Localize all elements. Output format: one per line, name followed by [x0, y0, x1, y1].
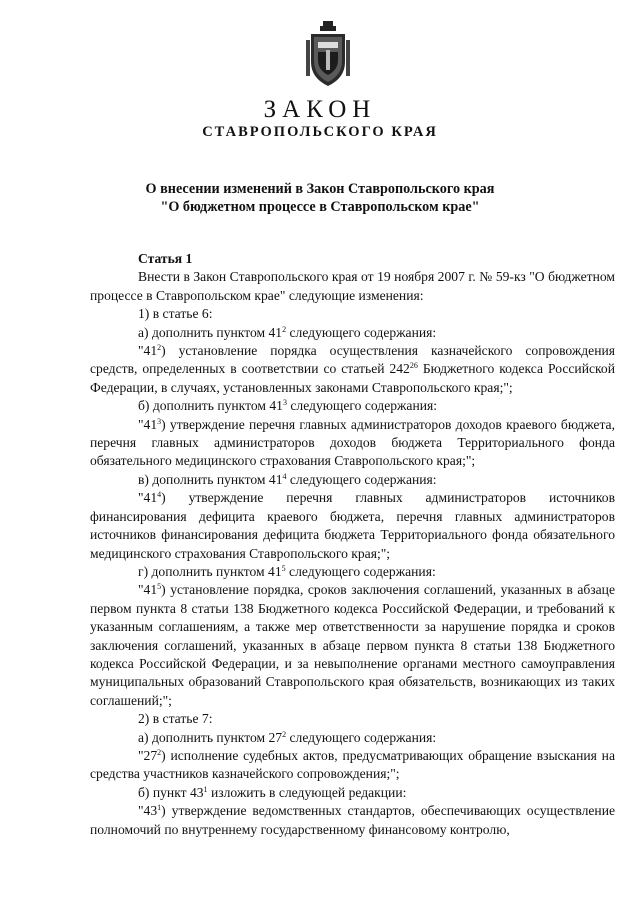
point-41-3: "$41^3$) утверждение перечня главных администраторов доходов краевого бюджета, перечня главных администраторов доходов бюджета Территориального фонда обязательного медицинского страхования Ставропольского края;";: [90, 416, 615, 469]
subject-line-1: О внесении изменений в Закон Ставропольского края: [145, 181, 495, 197]
point-41-4: "$41^4$) утверждение перечня главных администраторов источников финансирования дефицита краевого бюджета, перечня главных администраторов источников финансирования дефицита бюджета Территориального фонда обязательного медицинского страхования Ставропольского края;";: [90, 490, 615, 561]
item-2b: б) пункт $43^1$ изложить в следующей редакции:: [138, 784, 407, 800]
law-subtitle: СТАВРОПОЛЬСКОГО КРАЯ: [202, 124, 438, 140]
point-41-2: "$41^2$) установление порядка осуществления казначейского сопровождения средств, определенных в соответствии со статьей $242^{26}$ Бюджетного кодекса Российской Федерации, в случаях, установленных законами Ставропольского края;";: [90, 343, 615, 395]
item-1: 1) в статье 6:: [138, 306, 213, 322]
item-2a: а) дополнить пунктом $27^2$ следующего содержания:: [138, 729, 437, 745]
item-1b: б) дополнить пунктом $41^3$ следующего содержания:: [138, 398, 438, 414]
item-2: 2) в статье 7:: [138, 711, 213, 727]
coat-of-arms-emblem: [304, 20, 352, 88]
article-heading: Статья 1: [138, 251, 193, 266]
point-43-1: "$43^1$) утверждение ведомственных стандартов, обеспечивающих осуществление полномочий по внутреннему государственному финансовому контролю,: [90, 803, 615, 837]
point-27-2: "$27^2$) исполнение судебных актов, предусматривающих обращение взыскания на средства участников казначейского сопровождения;";: [90, 747, 615, 782]
item-1d: г) дополнить пунктом $41^5$ следующего содержания:: [138, 563, 436, 579]
article-intro: Внести в Закон Ставропольского края от 19 ноября 2007 г. № 59-кз "О бюджетном процессе в Ставропольском крае" следующие изменения:: [90, 269, 615, 303]
law-subject: [0, 180, 640, 216]
subject-line-2: "О бюджетном процессе в Ставропольском крае": [160, 199, 480, 215]
item-1a: а) дополнить пунктом $41^2$ следующего содержания:: [138, 324, 437, 340]
item-1c: в) дополнить пунктом $41^4$ следующего содержания:: [138, 471, 437, 487]
point-41-5: "$41^5$) установление порядка, сроков заключения соглашений, указанных в абзаце первом пункта 8 статьи 138 Бюджетного кодекса Российской Федерации, и требований к указанным соглашениям, а также мер ответственности за нарушение порядка и сроков заключения соглашений, указанных в абзаце первом пункта 8 статьи 138 Бюджетного кодекса Российской Федерации, и за невыполнение органами местного самоуправления муниципальных образований Ставропольского края обязательств, возникающих из таких соглашений;";: [90, 582, 615, 708]
law-title: ЗАКОН: [263, 96, 377, 123]
law-body: [90, 250, 615, 839]
